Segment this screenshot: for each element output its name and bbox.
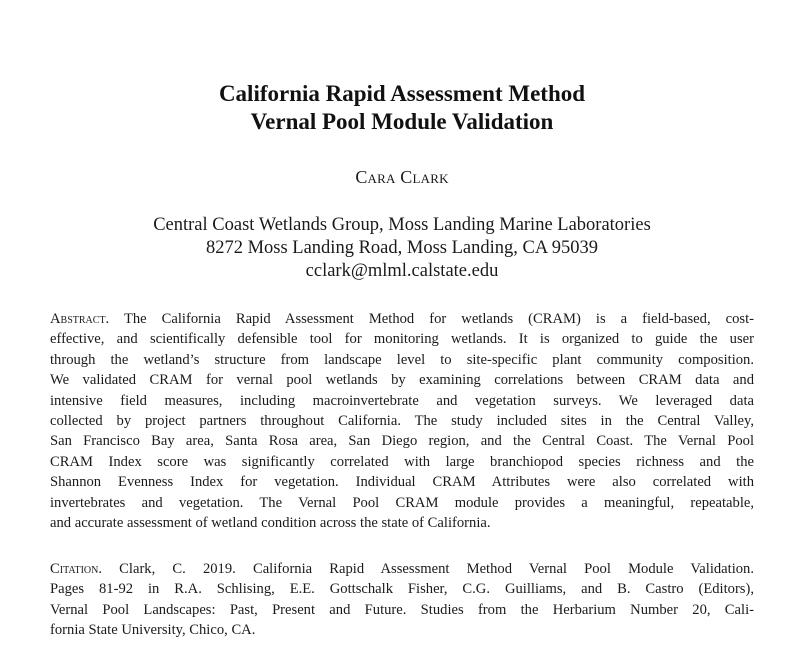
abstract-paragraph <box>50 309 754 533</box>
author-name: Cara Clark <box>355 167 449 187</box>
abstract-line: through the wetland’s structure from landscape level to site-specific plant community composition. <box>50 351 754 368</box>
abstract-line: invertebrates and vegetation. The Vernal Pool CRAM module provides a meaningful, repeatable, <box>50 494 754 511</box>
abstract-label: Abstract. <box>50 311 110 327</box>
abstract-line: and accurate assessment of wetland condition across the state of California. <box>50 515 491 532</box>
abstract-line: collected by project partners throughout California. The study included sites in the Central Valley, <box>50 413 754 430</box>
author-email: cclark@mlml.calstate.edu <box>305 261 499 281</box>
affiliation-address: 8272 Moss Landing Road, Moss Landing, CA 95039 <box>205 238 599 258</box>
paper-title-line-1: California Rapid Assessment Method <box>218 81 586 106</box>
paper-title <box>0 80 804 136</box>
citation-paragraph <box>50 559 754 641</box>
abstract-line: Shannon Evenness Index for vegetation. Individual CRAM Attributes were also correlated with <box>50 474 754 491</box>
abstract-line: The California Rapid Assessment Method for wetlands (CRAM) is a field-based, cost- <box>109 311 754 327</box>
abstract-line: effective, and scientifically defensible tool for monitoring wetlands. It is organized to guide the user <box>50 331 754 348</box>
abstract-line: intensive field measures, including macroinvertebrate and vegetation surveys. We leveraged data <box>50 392 754 409</box>
author-affiliation <box>0 214 804 283</box>
abstract-line: We validated CRAM for vernal pool wetlands by examining correlations between CRAM data and <box>50 372 754 389</box>
abstract-line: San Francisco Bay area, Santa Rosa area, San Diego region, and the Central Coast. The Vernal Pool <box>50 433 754 450</box>
citation-line: Vernal Pool Landscapes: Past, Present and Future. Studies from the Herbarium Number 20, Cali- <box>50 601 754 618</box>
citation-line: Clark, C. 2019. California Rapid Assessment Method Vernal Pool Module Validation. <box>102 561 754 577</box>
abstract-line: CRAM Index score was significantly correlated with large branchiopod species richness and the <box>50 453 754 470</box>
affiliation-institution: Central Coast Wetlands Group, Moss Landing Marine Laboratories <box>153 215 651 235</box>
paper-title-line-2: Vernal Pool Module Validation <box>250 109 554 134</box>
citation-label: Citation. <box>50 561 103 577</box>
citation-line: fornia State University, Chico, CA. <box>50 622 256 639</box>
citation-line: Pages 81-92 in R.A. Schlising, E.E. Gottschalk Fisher, C.G. Guilliams, and B. Castro (Editors), <box>50 581 754 598</box>
